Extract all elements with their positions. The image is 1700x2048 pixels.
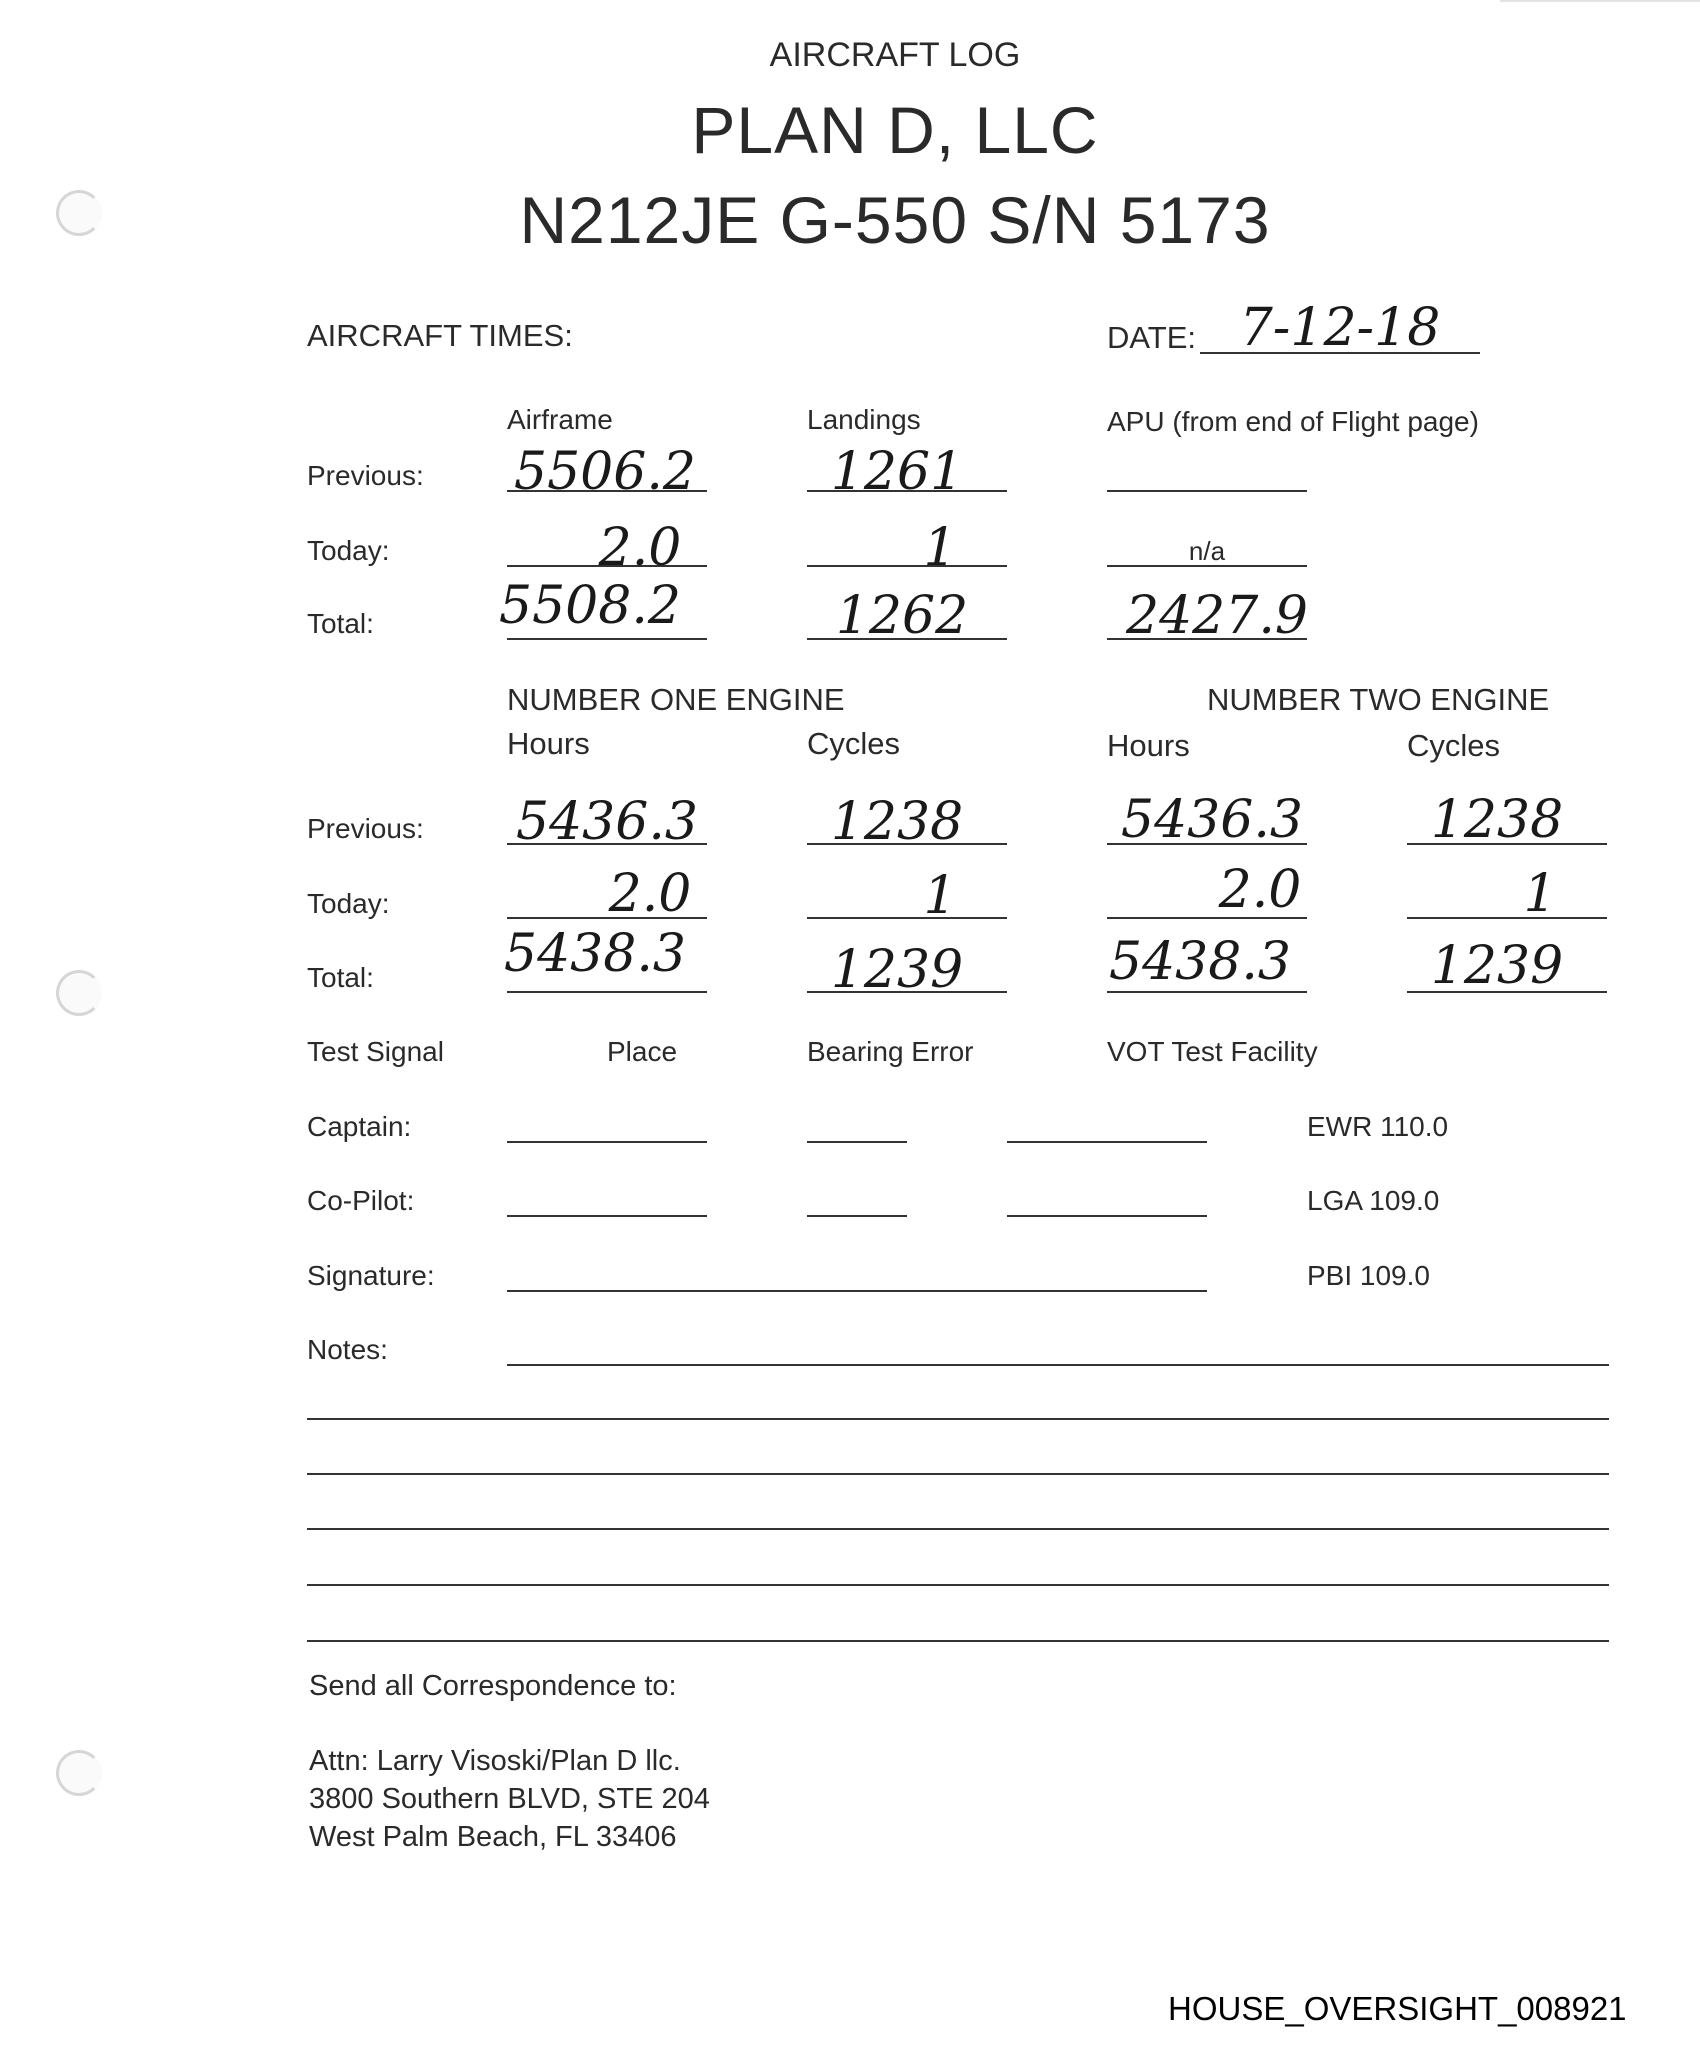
engine-two-hours-label: Hours: [1107, 728, 1190, 763]
binder-hole-bottom: [56, 1750, 102, 1796]
scan-edge-mark: [1500, 0, 1700, 2]
engine-row-previous: Previous:: [307, 813, 424, 844]
company-name: PLAN D, LLC: [691, 93, 1099, 167]
copilot-bearing-line: [807, 1215, 907, 1217]
airframe-previous-value: 5506.2: [514, 442, 696, 502]
e1-cycles-total-value: 1239: [830, 940, 964, 1000]
times-row-total: Total:: [307, 608, 374, 639]
copilot-place-line: [507, 1215, 707, 1217]
notes-line-3: [307, 1473, 1609, 1475]
notes-line-4: [307, 1528, 1609, 1530]
engine-one-cycles-label: Cycles: [807, 726, 901, 761]
e1-hours-today-value: 2.0: [608, 864, 692, 924]
notes-line-5: [307, 1584, 1609, 1586]
e1-hours-total-value: 5438.3: [504, 924, 686, 984]
col-apu: APU (from end of Flight page): [1107, 406, 1479, 437]
col-test-signal: Test Signal: [307, 1036, 444, 1067]
binder-hole-middle: [56, 970, 102, 1016]
notes-line-2: [307, 1418, 1609, 1420]
engine-two-cycles-label: Cycles: [1407, 728, 1501, 763]
facility-lga: LGA 109.0: [1307, 1185, 1440, 1216]
e1-cycles-today-value: 1: [923, 866, 957, 926]
aircraft-identifier: N212JE G-550 S/N 5173: [519, 183, 1271, 257]
apu-previous-line: [1107, 490, 1307, 492]
times-row-previous: Previous:: [307, 460, 424, 491]
engine-row-total: Total:: [307, 962, 374, 993]
captain-label: Captain:: [307, 1111, 412, 1142]
airframe-total-value: 5508.2: [499, 576, 681, 636]
facility-ewr: EWR 110.0: [1307, 1111, 1449, 1142]
landings-total-value: 1262: [835, 586, 969, 646]
airframe-today-value: 2.0: [598, 518, 682, 578]
correspondence-line-3: West Palm Beach, FL 33406: [309, 1821, 677, 1853]
col-landings: Landings: [807, 404, 921, 435]
date-value: 7-12-18: [1239, 298, 1441, 358]
e2-hours-total-value: 5438.3: [1109, 932, 1291, 992]
col-vot-facility: VOT Test Facility: [1107, 1036, 1318, 1067]
correspondence-heading: Send all Correspondence to:: [309, 1670, 677, 1702]
captain-bearing-line: [807, 1141, 907, 1143]
captain-facility-line: [1007, 1141, 1207, 1143]
facility-pbi: PBI 109.0: [1307, 1260, 1430, 1291]
notes-line-6: [307, 1640, 1609, 1642]
e1-hours-total-line: [507, 991, 707, 993]
signature-label: Signature:: [307, 1260, 435, 1291]
landings-previous-value: 1261: [830, 442, 964, 502]
notes-line-1: [507, 1364, 1609, 1366]
apu-today-value: n/a: [1188, 536, 1226, 566]
signature-line: [507, 1290, 1207, 1292]
form-title: AIRCRAFT LOG: [769, 36, 1021, 74]
col-place: Place: [607, 1036, 678, 1067]
e1-hours-previous-value: 5436.3: [516, 792, 698, 852]
airframe-total-line: [507, 638, 707, 640]
captain-place-line: [507, 1141, 707, 1143]
engine-two-label: NUMBER TWO ENGINE: [1207, 682, 1550, 717]
e2-cycles-previous-value: 1238: [1430, 790, 1564, 850]
copilot-label: Co-Pilot:: [307, 1185, 415, 1216]
engine-one-hours-label: Hours: [507, 726, 590, 761]
bates-number: HOUSE_OVERSIGHT_008921: [1168, 1990, 1627, 2027]
landings-today-value: 1: [923, 518, 957, 578]
notes-label: Notes:: [307, 1334, 388, 1365]
e2-hours-previous-value: 5436.3: [1121, 790, 1303, 850]
col-airframe: Airframe: [507, 404, 613, 435]
copilot-facility-line: [1007, 1215, 1207, 1217]
apu-total-value: 2427.9: [1126, 586, 1308, 646]
engine-one-label: NUMBER ONE ENGINE: [507, 682, 845, 717]
times-row-today: Today:: [307, 535, 390, 566]
engine-row-today: Today:: [307, 888, 390, 919]
e2-cycles-today-value: 1: [1523, 864, 1557, 924]
correspondence-line-1: Attn: Larry Visoski/Plan D llc.: [309, 1745, 681, 1777]
e1-cycles-previous-value: 1238: [830, 792, 964, 852]
col-bearing-error: Bearing Error: [807, 1036, 974, 1067]
aircraft-times-label: AIRCRAFT TIMES:: [307, 318, 573, 353]
date-label: DATE:: [1107, 320, 1196, 355]
e2-cycles-total-value: 1239: [1430, 936, 1564, 996]
e2-hours-today-value: 2.0: [1218, 860, 1302, 920]
correspondence-line-2: 3800 Southern BLVD, STE 204: [309, 1783, 710, 1815]
